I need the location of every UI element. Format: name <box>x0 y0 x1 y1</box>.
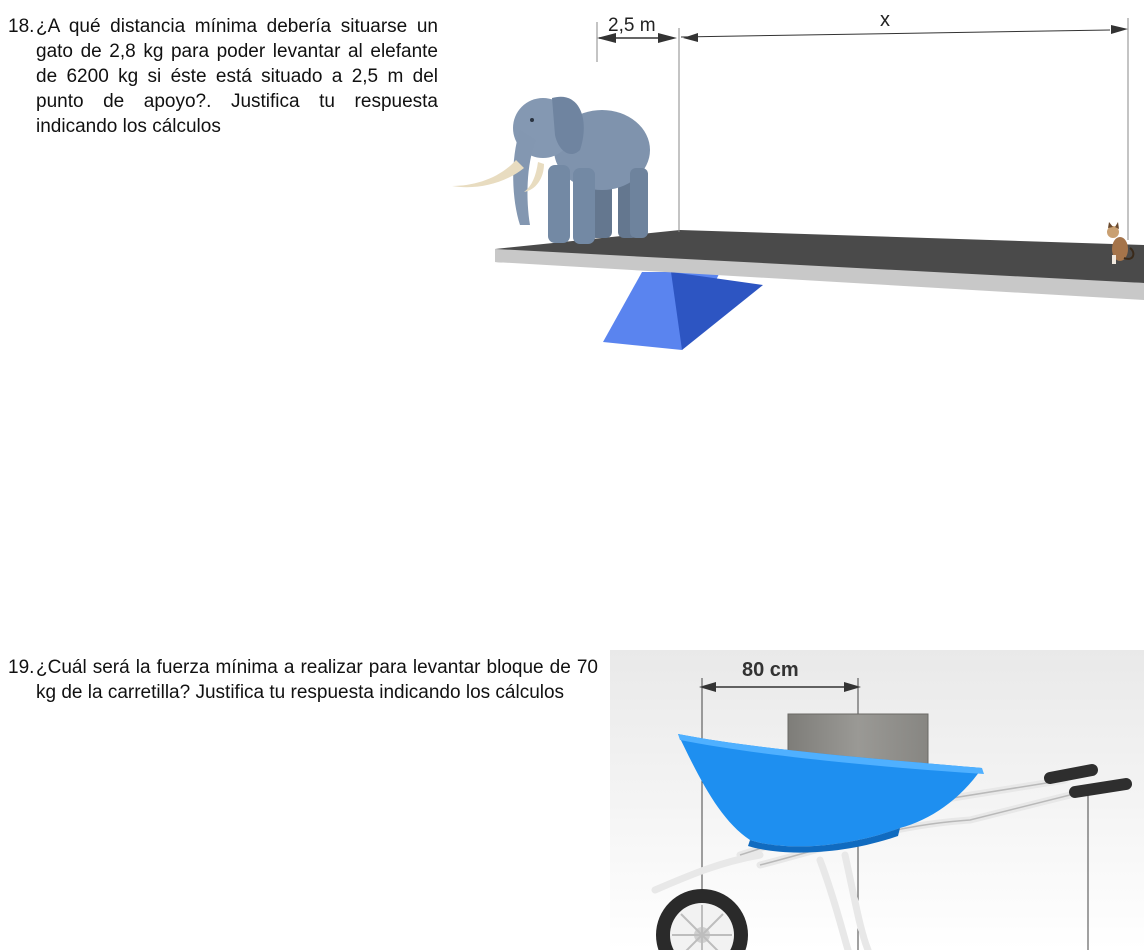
dim-right-line <box>681 30 1110 37</box>
question-19-number: 19. <box>8 657 35 678</box>
seesaw-figure <box>440 0 1144 360</box>
seesaw-diagram <box>440 0 1144 360</box>
dim-left-label: 2,5 m <box>608 15 656 36</box>
question-18-number: 18. <box>8 16 35 37</box>
question-19-text: ¿Cuál será la fuerza mínima a realizar para levantar bloque de 70 kg de la carretilla? Justifica tu respuesta indicando los cálculos <box>36 657 598 703</box>
question-18-text: ¿A qué distancia mínima debería situarse un gato de 2,8 kg para poder levantar al elefante de 6200 kg si éste está situado a 2,5 m del punto de apoyo?. Justifica tu respuesta indicando los cálculos <box>36 16 438 137</box>
wheelbarrow-figure <box>610 650 1144 950</box>
question-18 <box>8 14 438 139</box>
wheelbarrow-diagram <box>610 650 1144 950</box>
dim-right-label: x <box>880 9 890 31</box>
fulcrum-triangle <box>603 272 763 350</box>
elephant-icon <box>452 97 650 244</box>
question-19 <box>8 655 598 705</box>
dim-80cm-label: 80 cm <box>742 659 799 681</box>
